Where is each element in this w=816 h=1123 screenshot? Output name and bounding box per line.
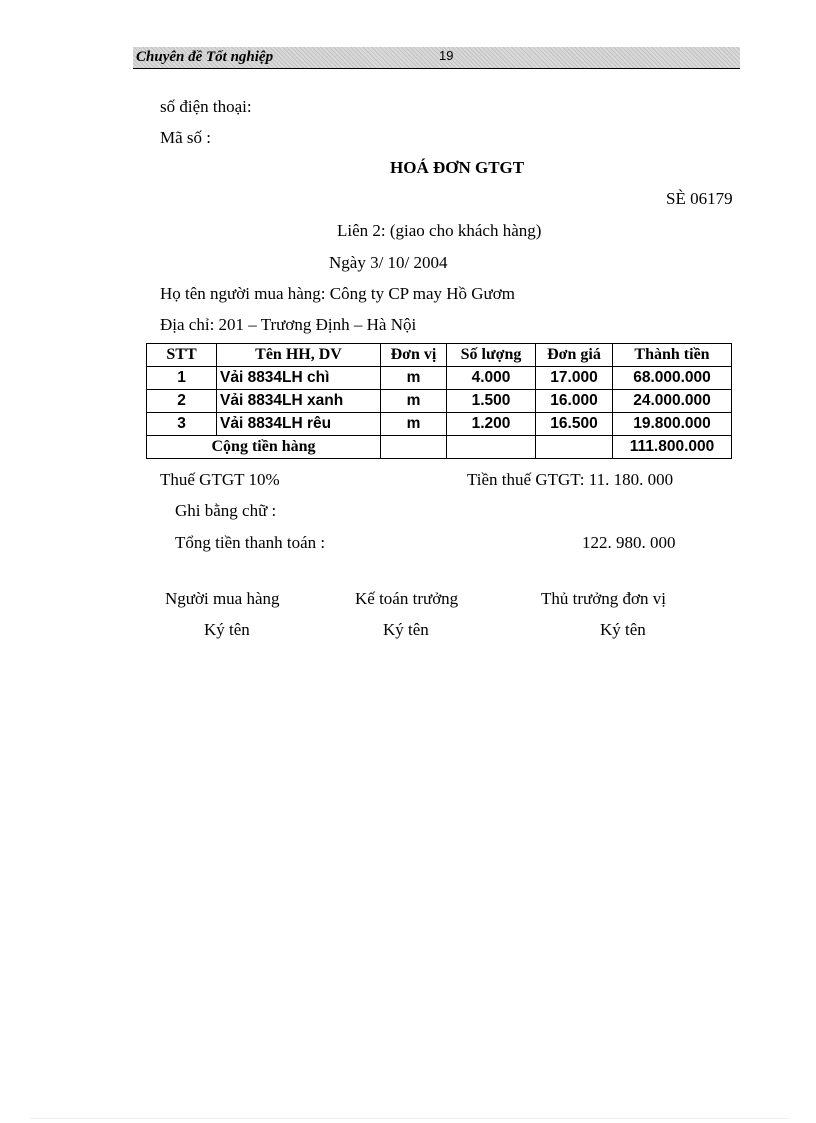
cell-amount: 19.800.000 bbox=[613, 413, 732, 436]
page-bottom-divider bbox=[30, 1118, 790, 1119]
cell-unit: m bbox=[381, 390, 447, 413]
table-row bbox=[147, 413, 732, 436]
column-header: Đơn vị bbox=[381, 344, 447, 367]
cell-unit: m bbox=[381, 413, 447, 436]
vat-amount: Tiền thuế GTGT: 11. 180. 000 bbox=[467, 470, 674, 489]
empty-cell bbox=[381, 436, 447, 459]
amount-in-words-label: Ghi bằng chữ : bbox=[175, 501, 277, 520]
column-header: Đơn giá bbox=[536, 344, 613, 367]
cell-qty: 1.500 bbox=[447, 390, 536, 413]
signature-buyer: Người mua hàng bbox=[165, 589, 280, 608]
table-total-row bbox=[147, 436, 732, 459]
invoice-table bbox=[146, 343, 732, 459]
signature-chief-accountant: Kế toán trưởng bbox=[355, 589, 459, 608]
table-row bbox=[147, 390, 732, 413]
buyer-address: Địa chỉ: 201 – Trương Định – Hà Nội bbox=[160, 315, 417, 334]
column-header: Số lượng bbox=[447, 344, 536, 367]
invoice-serial: SÈ 06179 bbox=[666, 189, 733, 208]
cell-stt: 3 bbox=[147, 413, 217, 436]
table-row bbox=[147, 367, 732, 390]
sign-label-accountant: Ký tên bbox=[383, 620, 429, 639]
column-header: Thành tiền bbox=[613, 344, 732, 367]
phone-label: số điện thoại: bbox=[160, 97, 252, 116]
copy-note: Liên 2: (giao cho khách hàng) bbox=[337, 221, 542, 240]
cell-stt: 1 bbox=[147, 367, 217, 390]
grand-total-label: Tổng tiền thanh toán : bbox=[175, 533, 326, 552]
page-header bbox=[133, 47, 740, 69]
cell-name: Vải 8834LH chì bbox=[217, 367, 381, 390]
cell-qty: 1.200 bbox=[447, 413, 536, 436]
empty-cell bbox=[536, 436, 613, 459]
cell-price: 16.000 bbox=[536, 390, 613, 413]
empty-cell bbox=[447, 436, 536, 459]
cell-amount: 68.000.000 bbox=[613, 367, 732, 390]
cell-qty: 4.000 bbox=[447, 367, 536, 390]
total-label: Cộng tiền hàng bbox=[147, 436, 381, 459]
cell-name: Vải 8834LH xanh bbox=[217, 390, 381, 413]
buyer-name: Họ tên người mua hàng: Công ty CP may Hồ Gươm bbox=[160, 284, 515, 303]
column-header: STT bbox=[147, 344, 217, 367]
tax-code-label: Mã số : bbox=[160, 128, 211, 147]
cell-name: Vải 8834LH rêu bbox=[217, 413, 381, 436]
sign-label-head: Ký tên bbox=[600, 620, 646, 639]
invoice-title: HOÁ ĐƠN GTGT bbox=[390, 158, 525, 177]
invoice-date: Ngày 3/ 10/ 2004 bbox=[329, 253, 448, 272]
cell-unit: m bbox=[381, 367, 447, 390]
cell-price: 17.000 bbox=[536, 367, 613, 390]
cell-price: 16.500 bbox=[536, 413, 613, 436]
signature-head-of-unit: Thủ trưởng đơn vị bbox=[541, 589, 666, 608]
vat-rate: Thuế GTGT 10% bbox=[160, 470, 280, 489]
cell-amount: 24.000.000 bbox=[613, 390, 732, 413]
cell-stt: 2 bbox=[147, 390, 217, 413]
table-header-row bbox=[147, 344, 732, 367]
sign-label-buyer: Ký tên bbox=[204, 620, 250, 639]
page-number: 19 bbox=[439, 48, 454, 63]
grand-total-value: 122. 980. 000 bbox=[582, 533, 676, 552]
column-header: Tên HH, DV bbox=[217, 344, 381, 367]
total-amount: 111.800.000 bbox=[613, 436, 732, 459]
document-title: Chuyên đề Tốt nghiệp bbox=[136, 49, 274, 65]
